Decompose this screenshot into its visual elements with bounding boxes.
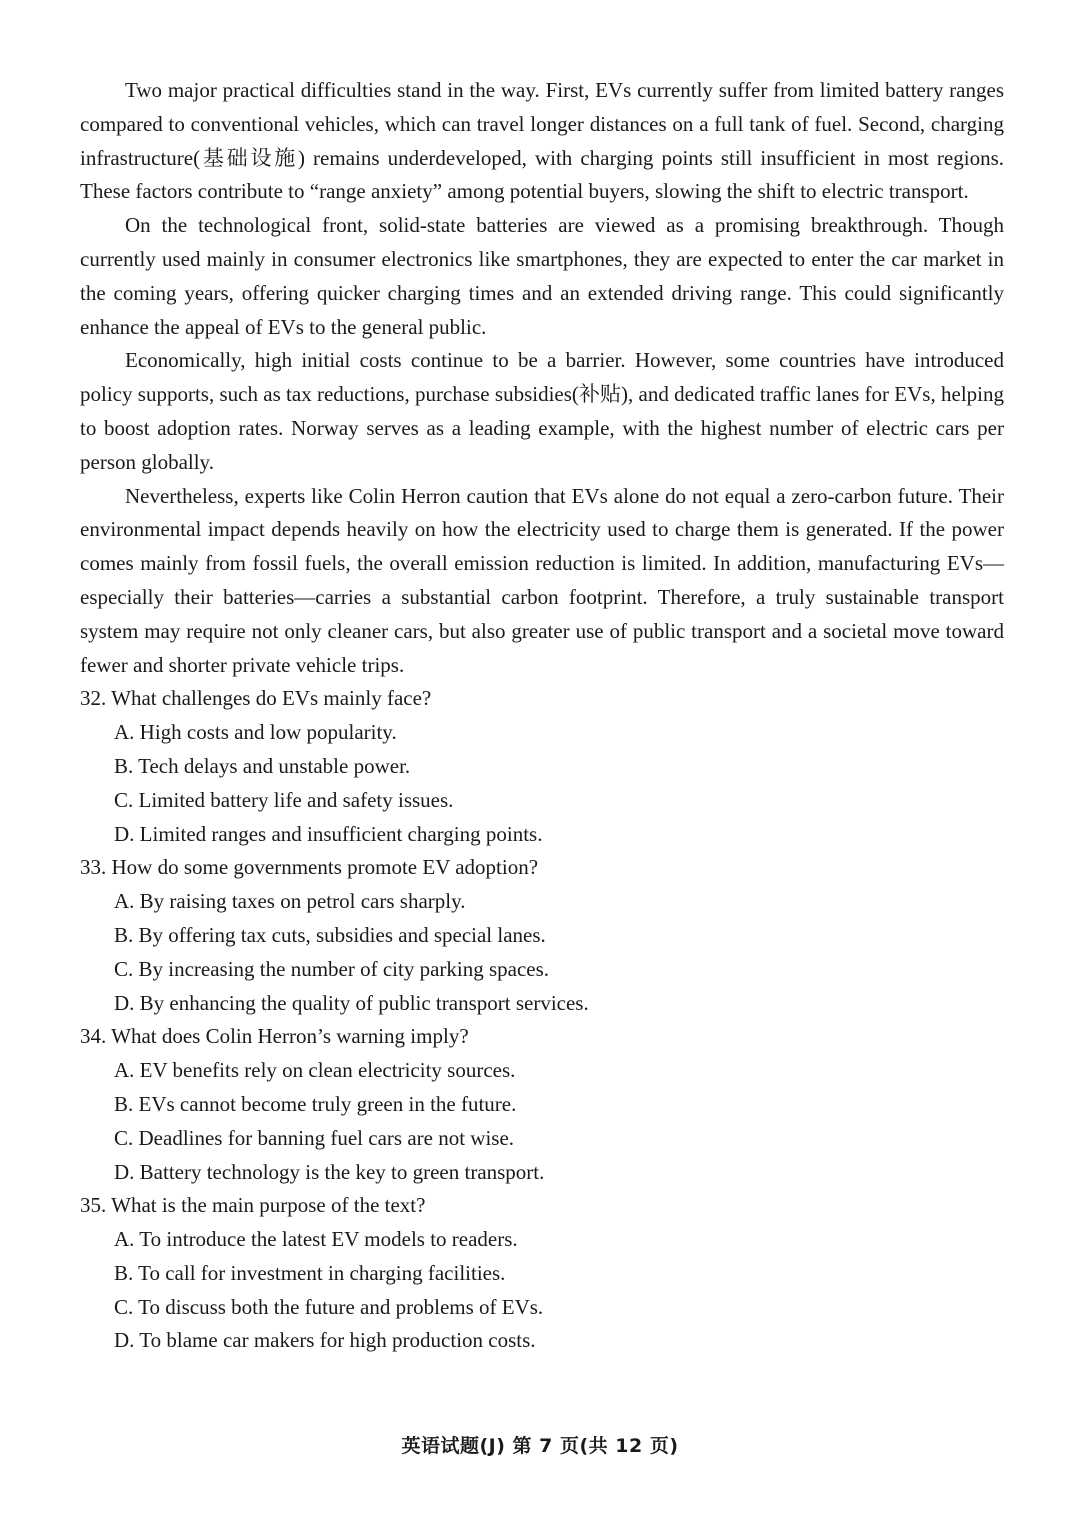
option-b: B. Tech delays and unstable power. <box>114 753 411 778</box>
option-a: A. High costs and low popularity. <box>114 720 397 745</box>
question-32 <box>80 682 1004 851</box>
option-d: D. Limited ranges and insufficient charging points. <box>114 821 543 846</box>
option-d: D. To blame car makers for high production costs. <box>114 1328 536 1353</box>
option-c: C. By increasing the number of city parking spaces. <box>114 956 550 981</box>
question-stem: 33. How do some governments promote EV adoption? <box>80 855 539 880</box>
passage-paragraph-3: Economically, high initial costs continue to be a barrier. However, some countries have introduced policy supports, such as tax reductions, purchase subsidies(补贴), and dedicated traffic lanes for EVs, helping to boost adoption rates. Norway serves as a leading example, with the highest number of electric cars per person globally. <box>80 348 1004 474</box>
page-footer: 英语试题(J) 第 7 页(共 12 页) <box>401 1435 679 1457</box>
option-b: B. By offering tax cuts, subsidies and special lanes. <box>114 922 546 947</box>
question-stem: 35. What is the main purpose of the text? <box>80 1193 426 1218</box>
option-d: D. Battery technology is the key to green transport. <box>114 1159 545 1184</box>
passage-paragraph-1: Two major practical difficulties stand in the way. First, EVs currently suffer from limited battery ranges compared to conventional vehicles, which can travel longer distances on a full tank of fuel. Second, charging infrastructure(基础设施) remains underdeveloped, with charging points still insufficient in most regions. These factors contribute to “range anxiety” among potential buyers, slowing the shift to electric transport. <box>80 78 1004 204</box>
passage-paragraph-4: Nevertheless, experts like Colin Herron caution that EVs alone do not equal a zero-carbon future. Their environmental impact depends heavily on how the electricity used to charge them is generated. If the power comes mainly from fossil fuels, the overall emission reduction is limited. In addition, manufacturing EVs—especially their batteries—carries a substantial carbon footprint. Therefore, a truly sustainable transport system may require not only cleaner cars, but also greater use of public transport and a societal move toward fewer and shorter private vehicle trips. <box>80 483 1004 677</box>
option-d: D. By enhancing the quality of public transport services. <box>114 990 589 1015</box>
option-c: C. Deadlines for banning fuel cars are not wise. <box>114 1125 515 1150</box>
question-35 <box>80 1189 1004 1358</box>
question-34 <box>80 1020 1004 1189</box>
option-c: C. Limited battery life and safety issues. <box>114 787 454 812</box>
passage-paragraph-2: On the technological front, solid-state batteries are viewed as a promising breakthrough. Though currently used mainly in consumer electronics like smartphones, they are expected to enter the car market in the coming years, offering quicker charging times and an extended driving range. This could significantly enhance the appeal of EVs to the general public. <box>80 213 1004 339</box>
option-a: A. EV benefits rely on clean electricity sources. <box>114 1058 516 1083</box>
option-b: B. EVs cannot become truly green in the future. <box>114 1091 517 1116</box>
question-stem: 34. What does Colin Herron’s warning imply? <box>80 1024 469 1049</box>
option-a: A. By raising taxes on petrol cars sharply. <box>114 889 466 914</box>
option-b: B. To call for investment in charging facilities. <box>114 1260 506 1285</box>
question-33 <box>80 851 1004 1020</box>
option-c: C. To discuss both the future and problems of EVs. <box>114 1294 544 1319</box>
question-stem: 32. What challenges do EVs mainly face? <box>80 686 432 711</box>
reading-passage <box>80 74 1004 682</box>
option-a: A. To introduce the latest EV models to readers. <box>114 1227 518 1252</box>
exam-page <box>80 74 1004 1358</box>
